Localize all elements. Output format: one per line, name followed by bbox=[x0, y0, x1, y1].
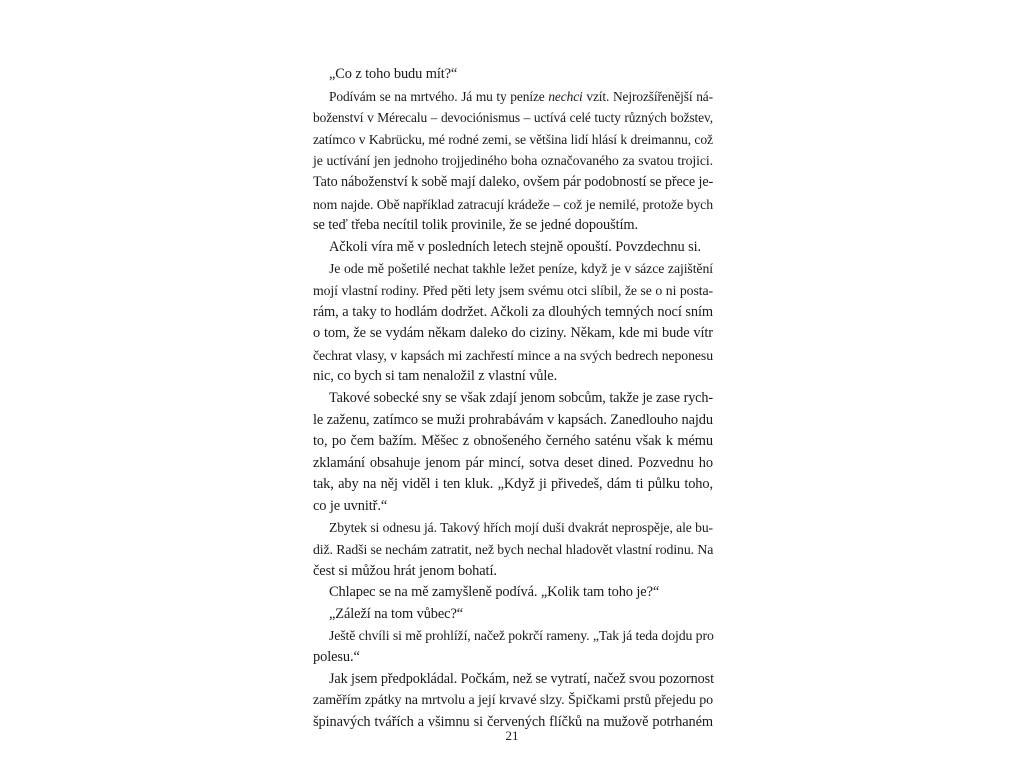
text-line: špinavých tvářích a všimnu si červených flíčků na mužově potrhaném bbox=[313, 713, 713, 730]
text-line: Takové sobecké sny se však zdají jenom sobcům, takže je zase rych- bbox=[329, 389, 713, 406]
text-line: je uctívání jen jednoho trojjediného boha označovaného za svatou trojici. bbox=[313, 153, 713, 169]
text-line: Ačkoli víra mě v posledních letech stejně opouští. Povzdechnu si. bbox=[329, 238, 701, 255]
text-line: Chlapec se na mě zamyšleně podívá. „Kolik tam toho je?“ bbox=[329, 584, 660, 601]
text-line: mojí vlastní rodiny. Před pěti lety jsem svému otci slíbil, že se o ni posta- bbox=[313, 282, 713, 298]
text-line: Tato náboženství k sobě mají daleko, ovšem pár podobností se přece je- bbox=[313, 173, 714, 190]
text-line: zaměřím zpátky na mrtvolu a její krvavé slzy. Špičkami prstů přejedu po bbox=[313, 693, 713, 709]
text-line: Podívám se na mrtvého. Já mu ty peníze nechci vzít. Nejrozšířenější ná- bbox=[329, 88, 713, 104]
text-line: tak, aby na něj viděl i ten kluk. „Když ji přivedeš, dám ti půlku toho, bbox=[313, 476, 713, 493]
text-line: zklamání obsahuje jenom pár mincí, sotva deset dined. Pozvednu ho bbox=[313, 454, 713, 471]
text-line: polesu.“ bbox=[313, 649, 360, 666]
text-line: Jak jsem předpokládal. Počkám, než se vytratí, načež svou pozornost bbox=[329, 670, 714, 687]
text-line: nic, co bych si tam nenaložil z vlastní vůle. bbox=[313, 368, 558, 385]
text-line: boženství v Mérecalu – devociónismus – uctívá celé tucty různých božstev, bbox=[313, 110, 713, 126]
text-line: „Záleží na tom vůbec?“ bbox=[329, 605, 464, 622]
text-line: zatímco v Kabrücku, mé rodné zemi, se většina lidí hlásí k dreimannu, což bbox=[313, 131, 713, 147]
text-line: le zaženu, zatímco se muži prohrabávám v kapsách. Zanedlouho najdu bbox=[313, 411, 713, 428]
text-line: čechrat vlasy, v kapsách mi zachřestí mince a na svých bedrech neponesu bbox=[313, 347, 713, 363]
text-line: „Co z toho budu mít?“ bbox=[329, 66, 458, 82]
text-line: Je ode mě pošetilé nechat takhle ležet peníze, když je v sázce zajištění bbox=[329, 261, 713, 277]
text-line: Zbytek si odnesu já. Takový hřích mojí duši dvakrát neprospěje, ale bu- bbox=[329, 520, 713, 536]
text-line: o tom, že se vydám někam daleko do ciziny. Někam, kde mi bude vítr bbox=[313, 325, 713, 342]
text-line: rám, a taky to hodlám dodržet. Ačkoli za dlouhých temných nocí sním bbox=[313, 303, 713, 320]
text-line: čest si můžou hrát jenom bohatí. bbox=[313, 562, 497, 579]
emphasis: nechci bbox=[548, 88, 583, 104]
page-number: 21 bbox=[505, 728, 519, 743]
text-line: Ještě chvíli si mě prohlíží, načež pokrčí rameny. „Tak já teda dojdu pro bbox=[329, 628, 714, 644]
text-line: diž. Radši se nechám zatratit, než bych nechal hladovět vlastní rodinu. Na bbox=[313, 542, 714, 558]
body-text bbox=[313, 64, 713, 733]
text-line: nom najde. Obě například zatracují krádeže – což je nemilé, protože bych bbox=[313, 196, 713, 212]
text-line: to, po čem bažím. Měšec z obnošeného černého saténu však k mému bbox=[313, 433, 713, 450]
text-line: co je uvnitř.“ bbox=[313, 497, 388, 514]
text-line: se teď třeba necítil tolik provinile, že se jedné dopouštím. bbox=[313, 217, 639, 234]
